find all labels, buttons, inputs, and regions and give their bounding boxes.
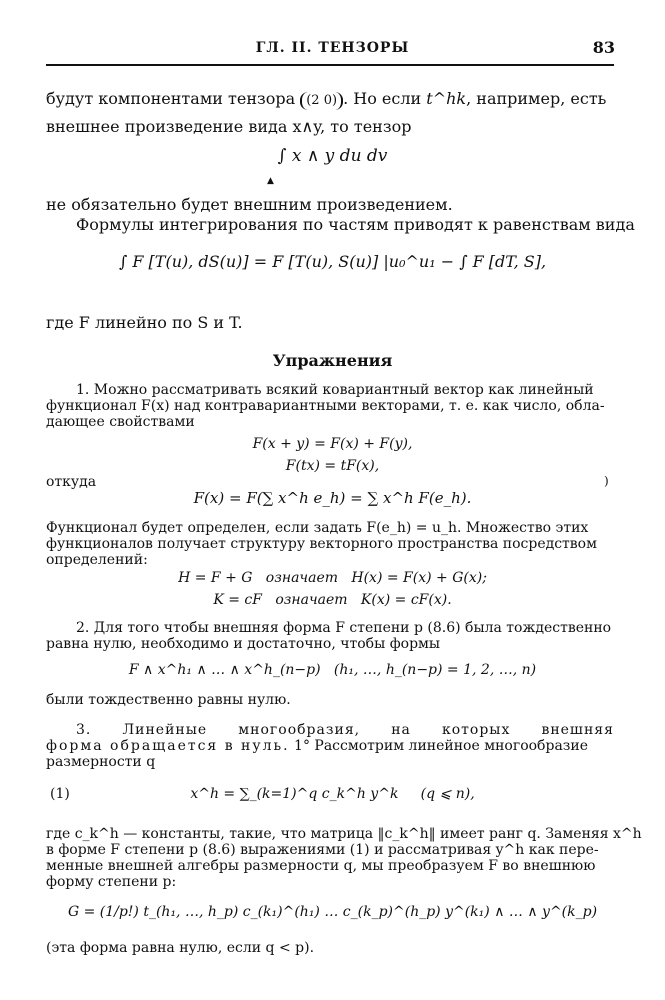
equation-integration-by-parts — [0, 252, 665, 271]
equation-homogeneity: F(tx) = tF(x), — [285, 458, 380, 474]
text-line: Функционал будет определен, если задать F(e_h) = u_h. Множество этих — [46, 520, 589, 536]
text-line: 1. Можно рассматривать всякий ковариантный вектор как линейный — [76, 382, 594, 398]
text-fragment: будут компонентами тензора — [46, 89, 296, 108]
text-line: (эта форма равна нулю, если q < p). — [46, 940, 315, 956]
text-fragment: . Но если — [343, 89, 422, 108]
text-line: внешнее произведение вида x∧y, то тензор — [46, 117, 412, 136]
header-rule — [46, 64, 614, 66]
text-line — [0, 738, 665, 754]
text-word: 3. — [76, 722, 92, 738]
equation-text: ∫ x ∧ y du dv — [277, 146, 388, 166]
equation-G: G = (1/p!) t_(h₁, …, h_p) c_(k₁)^(h₁) … c_(k_p)^(h_p) y^(k₁) ∧ … ∧ y^(k_p) — [67, 904, 598, 920]
text-line: дающее свойствами — [46, 414, 195, 430]
equation-forms: F ∧ x^h₁ ∧ … ∧ x^h_(n−p) (h₁, …, h_(n−p) = 1, 2, …, n) — [128, 662, 537, 678]
text-line-spaced — [0, 722, 614, 738]
equation-text: ∫ F [T(u), dS(u)] = F [T(u), S(u)] |u₀^u₁ − ∫ F [dT, S], — [118, 252, 547, 271]
text-word: Линейные — [122, 722, 208, 738]
text-line: Формулы интегрирования по частям приводят к равенствам вида — [76, 215, 635, 234]
text-line — [0, 90, 665, 110]
equation-definition-sum: H = F + G означает H(x) = F(x) + G(x); — [178, 570, 487, 586]
equation-limits: u₁ … u … u₁ … u₀ — [340, 286, 419, 296]
text-fragment: , например, есть — [466, 89, 607, 108]
math-symbol: t^hk — [426, 89, 467, 108]
integral-mark: ▲ — [267, 176, 274, 186]
text-line: функционал F(x) над контравариантными векторами, т. е. как число, обла- — [46, 398, 605, 414]
text-line: где F линейно по S и T. — [46, 313, 243, 332]
text-line: откуда — [46, 474, 97, 490]
equation-definition-scalar: K = cF означает K(x) = cF(x). — [213, 592, 452, 608]
equation-additivity: F(x + y) = F(x) + F(y), — [252, 436, 413, 452]
tensor-symbol: (2 0) — [300, 92, 343, 110]
text-word: на — [391, 722, 411, 738]
running-header: ГЛ. II. ТЕНЗОРЫ — [255, 40, 410, 56]
text-line: равна нулю, необходимо и достаточно, чтобы формы — [46, 636, 441, 652]
text-line: определений: — [46, 552, 148, 568]
text-line: форму степени p: — [46, 874, 177, 890]
page-number: 83 — [592, 38, 615, 57]
text-line: не обязательно будет внешним произведением. — [46, 195, 453, 214]
margin-mark: ) — [604, 474, 609, 488]
text-line: функционалов получает структуру векторного пространства посредством — [46, 536, 598, 552]
text-word: которых — [441, 722, 511, 738]
text-line: в форме F степени p (8.6) выражениями (1) и рассматривая y^h как пере- — [46, 842, 599, 858]
equation-sum: F(x) = F(∑ x^h e_h) = ∑ x^h F(e_h). — [193, 489, 472, 507]
text-word: многообразия, — [238, 722, 361, 738]
text-line: размерности q — [46, 754, 156, 770]
text-line: менные внешней алгебры размерности q, мы преобразуем F во внешнюю — [46, 858, 596, 874]
text-line: где c_k^h — константы, такие, что матрица ‖c_k^h‖ имеет ранг q. Заменяя x^h — [46, 826, 642, 842]
section-title: Упражнения — [272, 351, 393, 370]
text-line: были тождественно равны нулю. — [46, 692, 291, 708]
spaced-emphasis: форма обращается в нуль. — [46, 738, 290, 754]
equation-number: (1) — [50, 786, 70, 802]
text-word: внешняя — [541, 722, 614, 738]
text-line: 2. Для того чтобы внешняя форма F степени p (8.6) была тождественно — [76, 620, 612, 636]
text-fragment: 1° Рассмотрим линейное многообразие — [294, 738, 589, 754]
equation-1: x^h = ∑_(k=1)^q c_k^h y^k (q ⩽ n), — [190, 786, 475, 802]
equation-integral — [0, 146, 665, 182]
